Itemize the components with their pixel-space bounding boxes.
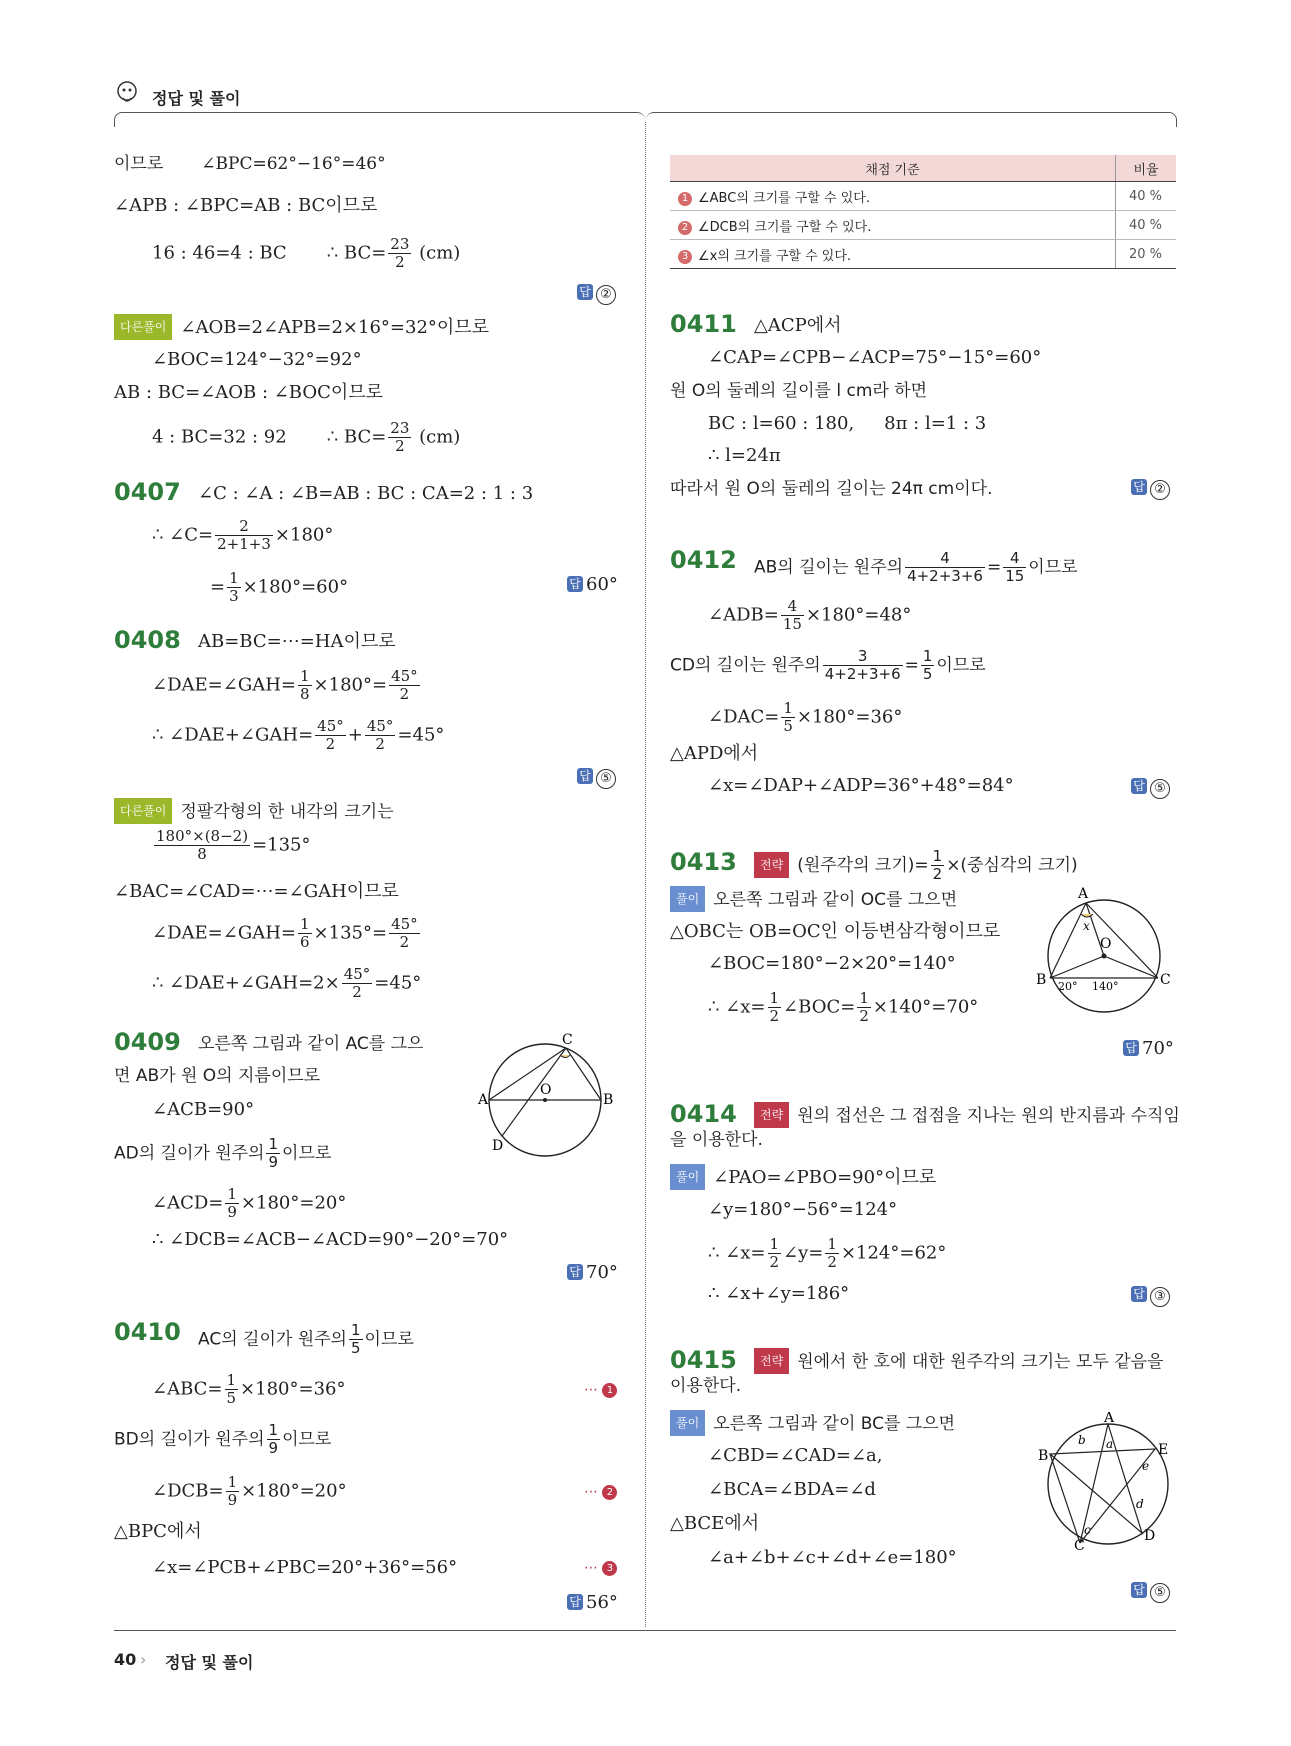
- p0414-line-3: ∴ ∠x= $\frac{1}{2}$ ∠y= $\frac{1}{2}$ ×124°=62°: [708, 1235, 947, 1271]
- p0412-line-1: AB의 길이는 원주의 $\frac{4}{4+2+3+6}$ = $\frac{4}{15}$ 이므로: [754, 549, 1078, 585]
- alt1-line-4: 4 : BC=32 : 92 ∴ BC= $\frac{23}{2}$ (cm): [152, 419, 461, 455]
- center-o-label: O: [540, 1082, 552, 1098]
- p0412-line-5: △APD에서: [670, 743, 759, 764]
- p0411-line-2: ∠CAP=∠CPB−∠ACP=75°−15°=60°: [708, 347, 1042, 368]
- p0411-line-1: △ACP에서: [754, 315, 842, 336]
- problem-number-0413: 0413: [670, 848, 737, 876]
- p0411-line-6: 따라서 원 O의 둘레의 길이는 24π cm이다.: [670, 479, 993, 499]
- p0410-line-2: ∠ABC= $\frac{1}{5}$ ×180°=36°: [152, 1371, 346, 1407]
- column-divider: [645, 122, 646, 1627]
- point-d-label: D: [492, 1138, 504, 1154]
- cont-line-2: ∠APB : ∠BPC=AB : BC이므로: [114, 195, 378, 216]
- p0415-line-1: 풀이 오른쪽 그림과 같이 BC를 그으면: [670, 1410, 955, 1436]
- p0407-line-2: ∴ ∠C= $\frac{2}{2+1+3}$ ×180°: [152, 517, 334, 553]
- problem-number-0409: 0409: [114, 1028, 181, 1056]
- problem-number-0407: 0407: [114, 478, 181, 506]
- p0413-line-4: ∴ ∠x= $\frac{1}{2}$ ∠BOC= $\frac{1}{2}$ ×140°=70°: [708, 989, 979, 1025]
- alt-solution-2: 다른풀이 정팔각형의 한 내각의 크기는: [114, 798, 394, 824]
- answer-badge: 답 ②: [577, 282, 616, 305]
- p0414-line-4: ∴ ∠x+∠y=186°: [708, 1283, 850, 1304]
- p0414-line-2: ∠y=180°−56°=124°: [708, 1199, 898, 1220]
- p0409-line-5: ∠ACD= $\frac{1}{9}$ ×180°=20°: [152, 1185, 347, 1221]
- solution-tag: 풀이: [670, 1164, 705, 1190]
- p0415-line-2: ∠CBD=∠CAD=∠a,: [708, 1445, 883, 1466]
- p0410-line-4: ∠DCB= $\frac{1}{9}$ ×180°=20°: [152, 1473, 347, 1509]
- p0415-line-4: △BCE에서: [670, 1513, 760, 1534]
- p0412-line-2: ∠ADB= $\frac{4}{15}$ ×180°=48°: [708, 597, 912, 633]
- alt-solution-tag: 다른풀이: [114, 798, 172, 824]
- criteria-header: 채점 기준: [670, 155, 1116, 182]
- problem-number-0415: 0415: [670, 1346, 737, 1374]
- point-b-label: B: [1036, 972, 1047, 988]
- p0415-strategy-2: 이용한다.: [670, 1376, 742, 1396]
- answer-badge: 답 ③: [1131, 1284, 1170, 1307]
- p0410-line-5: △BPC에서: [114, 1521, 202, 1542]
- alt1-line-3: AB : BC=∠AOB : ∠BOC이므로: [114, 382, 384, 403]
- strategy-tag: 전략: [754, 1102, 789, 1128]
- p0410-line-6: ∠x=∠PCB+∠PBC=20°+36°=56°: [152, 1557, 458, 1578]
- left-frame: [114, 112, 645, 127]
- header-title: 정답 및 풀이: [152, 89, 241, 108]
- answer-badge: 답 ⑤: [1131, 1580, 1170, 1603]
- p0413-strategy: 전략 (원주각의 크기)= $\frac{1}{2}$ ×(중심각의 크기): [754, 848, 1078, 883]
- table-row: 2 ∠DCB의 크기를 구할 수 있다. 40 %: [670, 211, 1176, 240]
- p0408-line-3: ∴ ∠DAE+∠GAH= $\frac{45^\circ}{2}$ + $\frac{45^\circ}{2}$ =45°: [152, 717, 445, 753]
- answer-badge: 답 56°: [567, 1592, 618, 1613]
- chevron-right-icon: ›: [140, 1650, 147, 1669]
- angle-x-label: x: [1083, 919, 1090, 933]
- criterion-marker-2: ⋯ 2: [584, 1484, 617, 1500]
- problem-number-0410: 0410: [114, 1318, 181, 1346]
- problem-number-0408: 0408: [114, 626, 181, 654]
- angle-a-label: a: [1106, 1437, 1114, 1451]
- mascot-icon: [114, 80, 140, 106]
- figure-0415: [1036, 1412, 1186, 1552]
- p0413-line-1: 풀이 오른쪽 그림과 같이 OC를 그으면: [670, 886, 957, 912]
- solution-tag: 풀이: [670, 1410, 705, 1436]
- footer-rule: [114, 1630, 1176, 1631]
- p0413-line-2: △OBC는 OB=OC인 이등변삼각형이므로: [670, 921, 1001, 942]
- right-frame: [646, 112, 1177, 127]
- ratio-header: 비율: [1116, 155, 1177, 182]
- solution-tag: 풀이: [670, 886, 705, 912]
- alt2-line-2: $\frac{180^\circ\times(8-2)}{8}$ =135°: [156, 827, 311, 863]
- p0413-line-3: ∠BOC=180°−2×20°=140°: [708, 953, 956, 974]
- p0410-line-3: BD의 길이가 원주의 $\frac{1}{9}$ 이므로: [114, 1421, 332, 1457]
- p0409-line-2: 면 AB가 원 O의 지름이므로: [114, 1066, 321, 1086]
- point-e-label: E: [1158, 1442, 1169, 1458]
- p0415-line-5: ∠a+∠b+∠c+∠d+∠e=180°: [708, 1547, 957, 1568]
- alt2-line-4: ∠DAE=∠GAH= $\frac{1}{6}$ ×135°= $\frac{45^\circ}{2}$: [152, 915, 418, 951]
- point-c-label: C: [562, 1032, 573, 1048]
- alt-solution-tag: 다른풀이: [114, 314, 172, 340]
- answer-badge: 답 ⑤: [1131, 776, 1170, 799]
- point-a-label: A: [1104, 1412, 1115, 1426]
- problem-number-0411: 0411: [670, 310, 737, 338]
- p0411-line-3: 원 O의 둘레의 길이를 l cm라 하면: [670, 381, 928, 401]
- alt2-line-3: ∠BAC=∠CAD=⋯=∠GAH이므로: [114, 881, 399, 902]
- p0410-line-1: AC의 길이가 원주의 $\frac{1}{5}$ 이므로: [198, 1321, 414, 1357]
- alt2-line-5: ∴ ∠DAE+∠GAH=2× $\frac{45^\circ}{2}$ =45°: [152, 965, 422, 1001]
- p0411-line-4: BC : l=60 : 180, 8π : l=1 : 3: [708, 413, 987, 434]
- cont-line-3: 16 : 46=4 : BC ∴ BC= $\frac{23}{2}$ (cm): [152, 235, 461, 271]
- p0415-line-3: ∠BCA=∠BDA=∠d: [708, 1479, 876, 1500]
- figure-0409: [470, 1030, 620, 1160]
- figure-0413: [1030, 884, 1180, 1014]
- p0409-line-1: 오른쪽 그림과 같이 AC를 그으: [198, 1034, 424, 1054]
- criterion-marker-1: ⋯ 1: [584, 1382, 617, 1398]
- p0412-line-4: ∠DAC= $\frac{1}{5}$ ×180°=36°: [708, 699, 903, 735]
- footer-section-title: 정답 및 풀이: [165, 1653, 254, 1672]
- p0414-line-1: 풀이 ∠PAO=∠PBO=90°이므로: [670, 1164, 936, 1190]
- p0409-line-3: ∠ACB=90°: [152, 1099, 255, 1120]
- alt1-line-2: ∠BOC=124°−32°=92°: [152, 349, 362, 370]
- p0409-line-4: AD의 길이가 원주의 $\frac{1}{9}$ 이므로: [114, 1135, 332, 1171]
- angle-c-label: c: [1084, 1523, 1091, 1537]
- strategy-tag: 전략: [754, 1348, 789, 1374]
- answer-badge: 답 ②: [1131, 477, 1170, 500]
- point-c-label: C: [1074, 1538, 1085, 1552]
- p0407-line-1: ∠C : ∠A : ∠B=AB : BC : CA=2 : 1 : 3: [198, 483, 534, 504]
- angle-d-label: d: [1136, 1497, 1144, 1511]
- p0414-strategy: 전략 원의 접선은 그 접점을 지나는 원의 반지름과 수직임: [754, 1102, 1180, 1128]
- p0414-strategy-2: 을 이용한다.: [670, 1130, 763, 1150]
- p0407-line-3: = $\frac{1}{3}$ ×180°=60°: [210, 569, 349, 605]
- angle-e-label: e: [1142, 1459, 1150, 1473]
- point-c-label: C: [1160, 972, 1171, 988]
- point-a-label: A: [478, 1092, 489, 1108]
- alt-solution-1: 다른풀이 ∠AOB=2∠APB=2×16°=32°이므로: [114, 314, 489, 340]
- answer-badge: 답 70°: [1123, 1038, 1174, 1059]
- angle-20-label: 20°: [1058, 980, 1078, 993]
- p0408-line-2: ∠DAE=∠GAH= $\frac{1}{8}$ ×180°= $\frac{45^\circ}{2}$: [152, 667, 418, 703]
- center-o-label: O: [1100, 936, 1112, 952]
- p0415-strategy: 전략 원에서 한 호에 대한 원주각의 크기는 모두 같음을: [754, 1348, 1163, 1374]
- p0412-line-6: ∠x=∠DAP+∠ADP=36°+48°=84°: [708, 775, 1014, 796]
- point-d-label: D: [1144, 1528, 1156, 1544]
- problem-number-0412: 0412: [670, 546, 737, 574]
- p0411-line-5: ∴ l=24π: [708, 445, 781, 466]
- grading-criteria-table: [670, 155, 1176, 269]
- answer-badge: 답 ⑤: [577, 766, 616, 789]
- point-b-label: B: [1038, 1448, 1049, 1464]
- answer-badge: 답 70°: [567, 1262, 618, 1283]
- answer-badge: 답 60°: [567, 574, 618, 595]
- p0412-line-3: CD의 길이는 원주의 $\frac{3}{4+2+3+6}$ = $\frac{1}{5}$ 이므로: [670, 647, 986, 683]
- table-row: 3 ∠x의 크기를 구할 수 있다. 20 %: [670, 240, 1176, 269]
- page-number: 40: [114, 1650, 137, 1669]
- cont-line-1: 이므로 ∠BPC=62°−16°=46°: [114, 154, 386, 174]
- problem-number-0414: 0414: [670, 1100, 737, 1128]
- p0408-line-1: AB=BC=⋯=HA이므로: [198, 631, 396, 652]
- criterion-marker-3: ⋯ 3: [584, 1560, 617, 1576]
- angle-140-label: 140°: [1092, 980, 1119, 993]
- point-b-label: B: [603, 1092, 614, 1108]
- table-row: 1 ∠ABC의 크기를 구할 수 있다. 40 %: [670, 182, 1176, 211]
- point-a-label: A: [1078, 886, 1089, 902]
- p0409-line-6: ∴ ∠DCB=∠ACB−∠ACD=90°−20°=70°: [152, 1229, 509, 1250]
- angle-b-label: b: [1078, 1433, 1086, 1447]
- strategy-tag: 전략: [754, 852, 789, 878]
